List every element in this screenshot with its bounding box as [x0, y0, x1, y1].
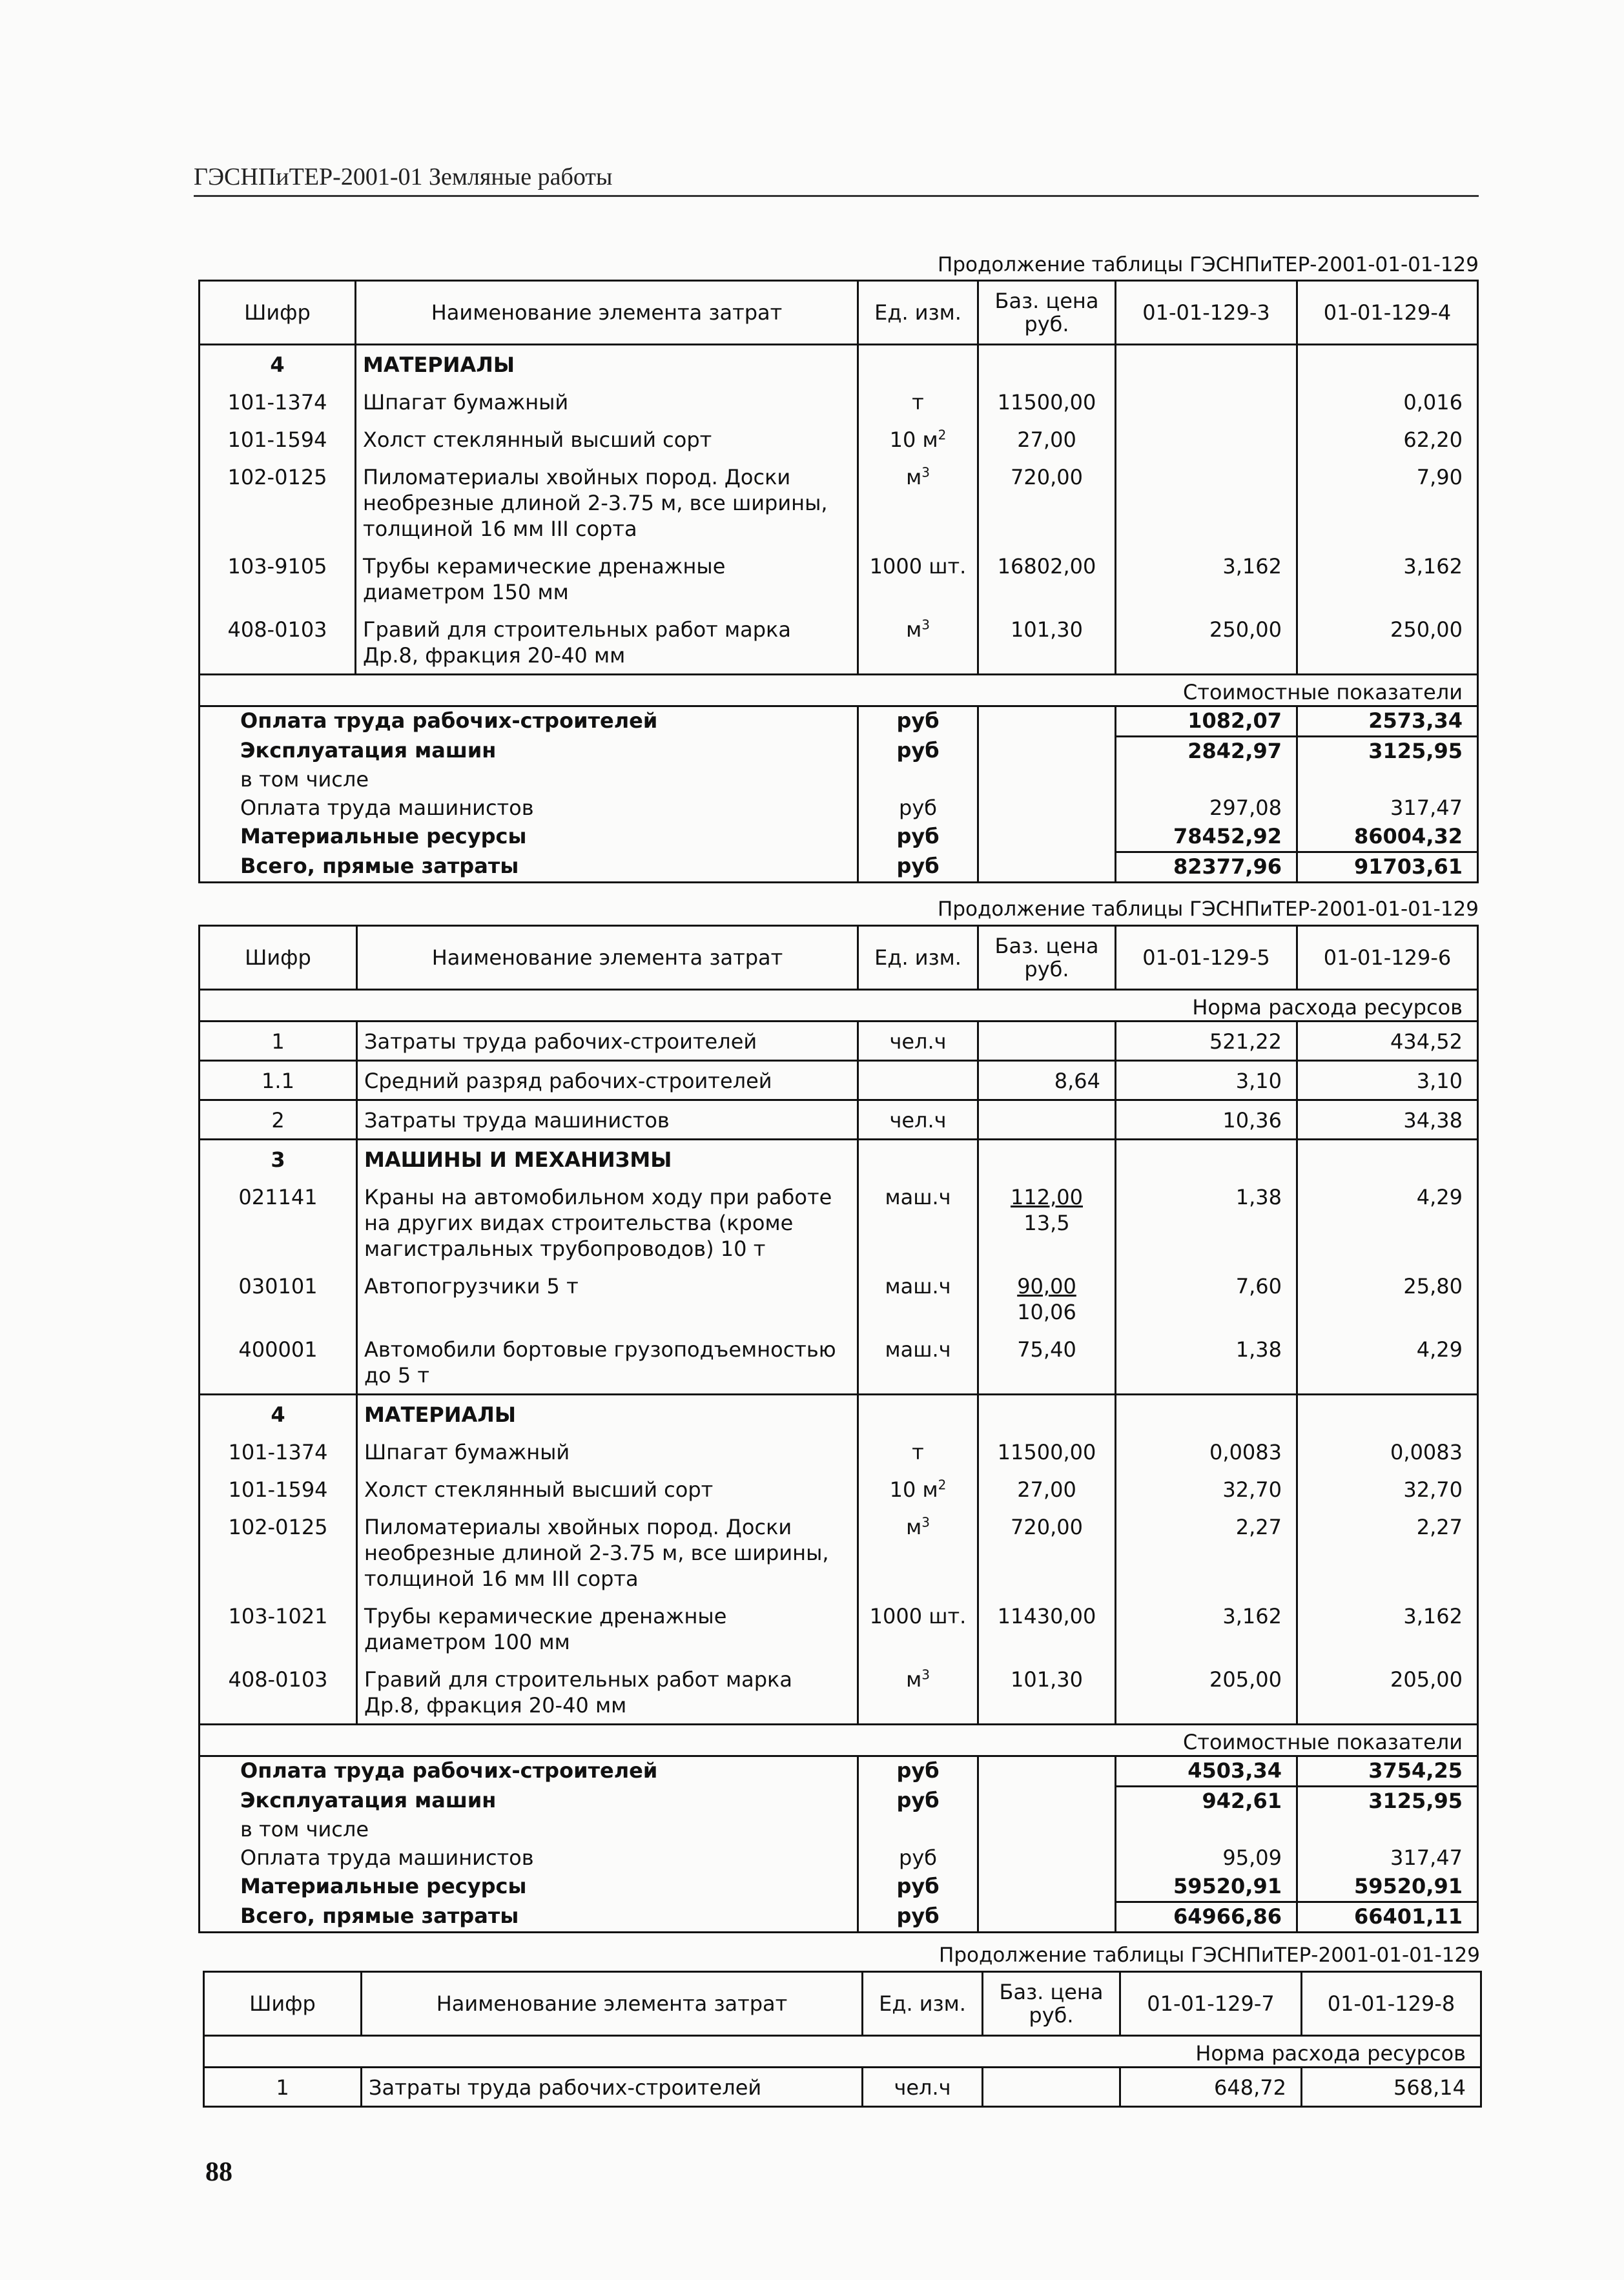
row-code: 1.1 — [200, 1061, 357, 1100]
row-price: 16802,00 — [978, 547, 1116, 610]
row-name: Трубы керамические дренажные диаметром 150 мм — [356, 547, 858, 610]
cost-label: Эксплуатация машин — [240, 737, 497, 763]
table-row — [200, 547, 1478, 610]
row-name: Гравий для строительных работ марка Др.8, фракция 20-40 мм — [356, 610, 858, 675]
row-price: 8,64 — [978, 1061, 1116, 1100]
cost-row-machinists — [200, 1844, 1478, 1873]
row-code: 101-1594 — [227, 427, 327, 452]
row-value-b: 4,29 — [1297, 1330, 1478, 1395]
cost-label: Всего, прямые затраты — [240, 1903, 519, 1928]
cost-unit: руб — [858, 794, 978, 823]
cost-row-including — [200, 766, 1478, 794]
cost-row-labor — [200, 706, 1478, 737]
cost-value-b: 91703,61 — [1297, 852, 1478, 883]
cost-row-machinists — [200, 794, 1478, 823]
row-code: 101-1374 — [228, 1440, 328, 1464]
col-code-header: Шифр — [200, 281, 356, 345]
cost-value-a: 297,08 — [1116, 794, 1297, 823]
row-value-a: 7,60 — [1116, 1267, 1297, 1330]
running-header: ГЭСНПиТЕР-2001-01 Земляные работы — [194, 163, 613, 190]
row-code: 408-0103 — [228, 1667, 328, 1692]
row-value-b: 7,90 — [1297, 458, 1478, 547]
cost-label: Материальные ресурсы — [240, 1874, 527, 1898]
row-code: 021141 — [238, 1185, 318, 1209]
cost-label: Оплата труда машинистов — [240, 1845, 534, 1870]
col-name-header: Наименование элемента затрат — [356, 281, 858, 345]
row-name: Холст стеклянный высший сорт — [356, 420, 858, 458]
row-unit: $м^3$ — [858, 1660, 978, 1725]
row-name: Затраты труда машинистов — [357, 1100, 858, 1140]
row-value-b: 0,016 — [1297, 383, 1478, 420]
cost-row-total — [200, 1902, 1478, 1933]
table-row — [200, 1597, 1478, 1660]
row-unit: т — [858, 1433, 978, 1470]
cost-unit: руб — [858, 737, 978, 766]
row-value-a: 250,00 — [1116, 610, 1297, 675]
col-price-header: Баз. цена руб. — [978, 926, 1116, 990]
row-unit: чел.ч — [858, 1100, 978, 1140]
cost-label: Оплата труда рабочих-строителей — [240, 708, 658, 733]
row-unit: 1000 шт. — [858, 1597, 978, 1660]
table-row — [200, 1061, 1478, 1100]
table-header-row — [200, 926, 1478, 990]
row-value-a: 1,38 — [1116, 1178, 1297, 1267]
table-row — [200, 1100, 1478, 1140]
section-title: МАТЕРИАЛЫ — [357, 1395, 858, 1433]
row-unit: $м^3$ — [858, 1508, 978, 1597]
norm-banner: Норма расхода ресурсов — [200, 990, 1478, 1022]
row-price — [978, 1100, 1116, 1140]
row-value-a: 521,22 — [1116, 1022, 1297, 1061]
col-b-header: 01-01-129-6 — [1297, 926, 1478, 990]
header-rule — [194, 195, 1479, 197]
row-price: 112,00 13,5 — [978, 1178, 1116, 1267]
col-unit-header: Ед. изм. — [858, 281, 978, 345]
cost-banner: Стоимостные показатели — [200, 1725, 1478, 1756]
table-row — [200, 1178, 1478, 1267]
row-code: 400001 — [238, 1337, 318, 1362]
cost-value-a: 78452,92 — [1116, 823, 1297, 852]
row-code: 408-0103 — [227, 617, 327, 642]
cost-row-labor — [200, 1756, 1478, 1787]
cost-unit: руб — [858, 706, 978, 737]
cost-value-a: 82377,96 — [1116, 852, 1297, 883]
row-unit: маш.ч — [858, 1178, 978, 1267]
cost-label: Всего, прямые затраты — [240, 853, 519, 878]
row-name: Затраты труда рабочих-строителей — [362, 2068, 863, 2107]
table-row — [200, 1330, 1478, 1395]
table-row — [200, 458, 1478, 547]
section-number: 4 — [200, 1395, 357, 1433]
row-value-b: 62,20 — [1297, 420, 1478, 458]
col-price-header: Баз. цена руб. — [978, 281, 1116, 345]
table-row — [200, 1470, 1478, 1508]
continuation-caption-3: Продолжение таблицы ГЭСНПиТЕР-2001-01-01-129 — [939, 1944, 1480, 1967]
row-value-b: 2,27 — [1297, 1508, 1478, 1597]
row-value-b: 4,29 — [1297, 1178, 1478, 1267]
col-unit-header: Ед. изм. — [858, 926, 978, 990]
table-row — [200, 610, 1478, 675]
cost-value-b: 317,47 — [1297, 1844, 1478, 1873]
section-number: 3 — [200, 1140, 357, 1178]
row-value-b: 434,52 — [1297, 1022, 1478, 1061]
cost-value-a: 4503,34 — [1116, 1756, 1297, 1787]
cost-value-b: 2573,34 — [1297, 706, 1478, 737]
row-price — [978, 1022, 1116, 1061]
row-code: 102-0125 — [227, 465, 327, 489]
row-code: 1 — [276, 2075, 289, 2100]
norm-banner: Норма расхода ресурсов — [204, 2036, 1481, 2068]
row-unit: $м^3$ — [858, 458, 978, 547]
cost-value-b: 3125,95 — [1297, 1787, 1478, 1816]
row-value-b: 25,80 — [1297, 1267, 1478, 1330]
cost-unit: руб — [858, 1844, 978, 1873]
cost-value-a: 95,09 — [1116, 1844, 1297, 1873]
row-value-a: 32,70 — [1116, 1470, 1297, 1508]
cost-value-b: 66401,11 — [1297, 1902, 1478, 1933]
row-value-a: 0,0083 — [1116, 1433, 1297, 1470]
row-name: Пиломатериалы хвойных пород. Доски необрезные длиной 2-3.75 м, все ширины, толщиной 16 мм III сорта — [356, 458, 858, 547]
table-row — [204, 2068, 1481, 2107]
row-code: 2 — [200, 1100, 357, 1140]
cost-value-b: 59520,91 — [1297, 1873, 1478, 1902]
continuation-caption-2: Продолжение таблицы ГЭСНПиТЕР-2001-01-01-129 — [938, 898, 1479, 921]
row-value-a: 3,10 — [1116, 1061, 1297, 1100]
row-name: Автопогрузчики 5 т — [357, 1267, 858, 1330]
row-value-b: 34,38 — [1297, 1100, 1478, 1140]
row-value-b: 250,00 — [1297, 610, 1478, 675]
col-a-header: 01-01-129-7 — [1120, 1972, 1302, 2036]
row-value-a: 648,72 — [1120, 2068, 1302, 2107]
col-b-header: 01-01-129-8 — [1302, 1972, 1481, 2036]
row-unit: маш.ч — [858, 1267, 978, 1330]
row-value-b: 32,70 — [1297, 1470, 1478, 1508]
row-value-a: 10,36 — [1116, 1100, 1297, 1140]
row-unit: $м^3$ — [858, 610, 978, 675]
section-row — [200, 1140, 1478, 1178]
row-code: 1 — [271, 1029, 285, 1054]
row-price: 101,30 — [978, 610, 1116, 675]
cost-value-a: 59520,91 — [1116, 1873, 1297, 1902]
cost-unit: руб — [858, 852, 978, 883]
row-unit: т — [858, 383, 978, 420]
cost-value-a: 2842,97 — [1116, 737, 1297, 766]
cost-unit: руб — [858, 1787, 978, 1816]
section-title: МАТЕРИАЛЫ — [356, 345, 858, 384]
cost-unit: руб — [858, 1756, 978, 1787]
cost-value-b: 3754,25 — [1297, 1756, 1478, 1787]
row-value-b: 568,14 — [1302, 2068, 1481, 2107]
row-name: Гравий для строительных работ марка Др.8, фракция 20-40 мм — [357, 1660, 858, 1725]
table-row — [200, 1508, 1478, 1597]
row-value-a — [1116, 383, 1297, 420]
col-code-header: Шифр — [200, 926, 357, 990]
row-unit: 1000 шт. — [858, 547, 978, 610]
row-value-b: 3,162 — [1297, 1597, 1478, 1660]
resource-table-2 — [198, 925, 1479, 1933]
col-name-header: Наименование элемента затрат — [357, 926, 858, 990]
section-row — [200, 345, 1478, 384]
section-number: 4 — [270, 353, 285, 377]
cost-row-including — [200, 1816, 1478, 1844]
row-value-a: 1,38 — [1116, 1330, 1297, 1395]
resource-table-3 — [203, 1971, 1482, 2108]
row-value-a: 2,27 — [1116, 1508, 1297, 1597]
table-header-row — [200, 281, 1478, 345]
row-value-a — [1116, 420, 1297, 458]
cost-unit: руб — [858, 1902, 978, 1933]
section-title: МАШИНЫ И МЕХАНИЗМЫ — [357, 1140, 858, 1178]
page-number: 88 — [205, 2157, 232, 2187]
cost-label: Эксплуатация машин — [240, 1787, 497, 1813]
continuation-caption-1: Продолжение таблицы ГЭСНПиТЕР-2001-01-01-129 — [938, 253, 1479, 276]
section-row — [200, 1395, 1478, 1433]
row-name: Затраты труда рабочих-строителей — [357, 1022, 858, 1061]
cost-value-a: 64966,86 — [1116, 1902, 1297, 1933]
row-value-b: 3,10 — [1297, 1061, 1478, 1100]
row-price: 27,00 — [978, 420, 1116, 458]
row-price: 90,00 10,06 — [978, 1267, 1116, 1330]
row-value-a — [1116, 458, 1297, 547]
row-code: 103-1021 — [228, 1604, 328, 1628]
cost-banner: Стоимостные показатели — [200, 675, 1478, 706]
row-name: Шпагат бумажный — [357, 1433, 858, 1470]
row-code: 101-1594 — [228, 1477, 328, 1502]
row-price — [983, 2068, 1120, 2107]
cost-value-a: 1082,07 — [1116, 706, 1297, 737]
row-value-b: 0,0083 — [1297, 1433, 1478, 1470]
row-unit: 10 $м^2$ — [858, 1470, 978, 1508]
cost-banner-row — [200, 675, 1478, 706]
cost-label: Оплата труда рабочих-строителей — [240, 1758, 658, 1783]
col-unit-header: Ед. изм. — [863, 1972, 983, 2036]
row-price: 11500,00 — [978, 1433, 1116, 1470]
row-value-a: 205,00 — [1116, 1660, 1297, 1725]
cost-row-machines — [200, 737, 1478, 766]
cost-label: Материальные ресурсы — [240, 824, 527, 848]
row-name: Краны на автомобильном ходу при работе на других видах строительства (кроме магистральных трубопроводов) 10 т — [357, 1178, 858, 1267]
row-price: 720,00 — [978, 1508, 1116, 1597]
row-unit: маш.ч — [858, 1330, 978, 1395]
table-row — [200, 1433, 1478, 1470]
row-name: Средний разряд рабочих-строителей — [357, 1061, 858, 1100]
row-unit: чел.ч — [863, 2068, 983, 2107]
col-b-header: 01-01-129-4 — [1297, 281, 1478, 345]
row-code: 030101 — [238, 1274, 318, 1299]
col-a-header: 01-01-129-3 — [1116, 281, 1297, 345]
row-price: 720,00 — [978, 458, 1116, 547]
row-name: Пиломатериалы хвойных пород. Доски необрезные длиной 2-3.75 м, все ширины, толщиной 16 мм III сорта — [357, 1508, 858, 1597]
cost-value-b: 3125,95 — [1297, 737, 1478, 766]
table-header-row — [204, 1972, 1481, 2036]
col-name-header: Наименование элемента затрат — [362, 1972, 863, 2036]
row-value-a: 3,162 — [1116, 547, 1297, 610]
resource-table-1 — [198, 280, 1479, 883]
row-name: Трубы керамические дренажные диаметром 100 мм — [357, 1597, 858, 1660]
cost-value-b: 86004,32 — [1297, 823, 1478, 852]
cost-row-materials — [200, 1873, 1478, 1902]
row-unit: чел.ч — [858, 1022, 978, 1061]
row-code: 102-0125 — [228, 1515, 328, 1539]
row-value-b: 3,162 — [1297, 547, 1478, 610]
table-row — [200, 383, 1478, 420]
cost-row-total — [200, 852, 1478, 883]
cost-label: в том числе — [240, 767, 369, 792]
cost-unit: руб — [858, 823, 978, 852]
norm-banner-row — [204, 2036, 1481, 2068]
cost-value-b: 317,47 — [1297, 794, 1478, 823]
cost-banner-row — [200, 1725, 1478, 1756]
table-row — [200, 1022, 1478, 1061]
row-price: 11430,00 — [978, 1597, 1116, 1660]
row-price: 11500,00 — [978, 383, 1116, 420]
row-name: Шпагат бумажный — [356, 383, 858, 420]
table-row — [200, 1660, 1478, 1725]
cost-row-materials — [200, 823, 1478, 852]
cost-label: в том числе — [240, 1817, 369, 1842]
row-unit: 10 $м^2$ — [858, 420, 978, 458]
row-code: 103-9105 — [227, 554, 327, 579]
cost-label: Оплата труда машинистов — [240, 796, 534, 820]
row-code: 101-1374 — [227, 390, 327, 415]
col-a-header: 01-01-129-5 — [1116, 926, 1297, 990]
row-value-a: 3,162 — [1116, 1597, 1297, 1660]
row-price: 27,00 — [978, 1470, 1116, 1508]
norm-banner-row — [200, 990, 1478, 1022]
table-row — [200, 420, 1478, 458]
row-price: 75,40 — [978, 1330, 1116, 1395]
cost-value-a: 942,61 — [1116, 1787, 1297, 1816]
row-name: Автомобили бортовые грузоподъемностью до 5 т — [357, 1330, 858, 1395]
table-row — [200, 1267, 1478, 1330]
col-price-header: Баз. цена руб. — [983, 1972, 1120, 2036]
col-code-header: Шифр — [204, 1972, 362, 2036]
cost-unit: руб — [858, 1873, 978, 1902]
row-price: 101,30 — [978, 1660, 1116, 1725]
row-value-b: 205,00 — [1297, 1660, 1478, 1725]
row-unit — [858, 1061, 978, 1100]
cost-row-machines — [200, 1787, 1478, 1816]
row-name: Холст стеклянный высший сорт — [357, 1470, 858, 1508]
